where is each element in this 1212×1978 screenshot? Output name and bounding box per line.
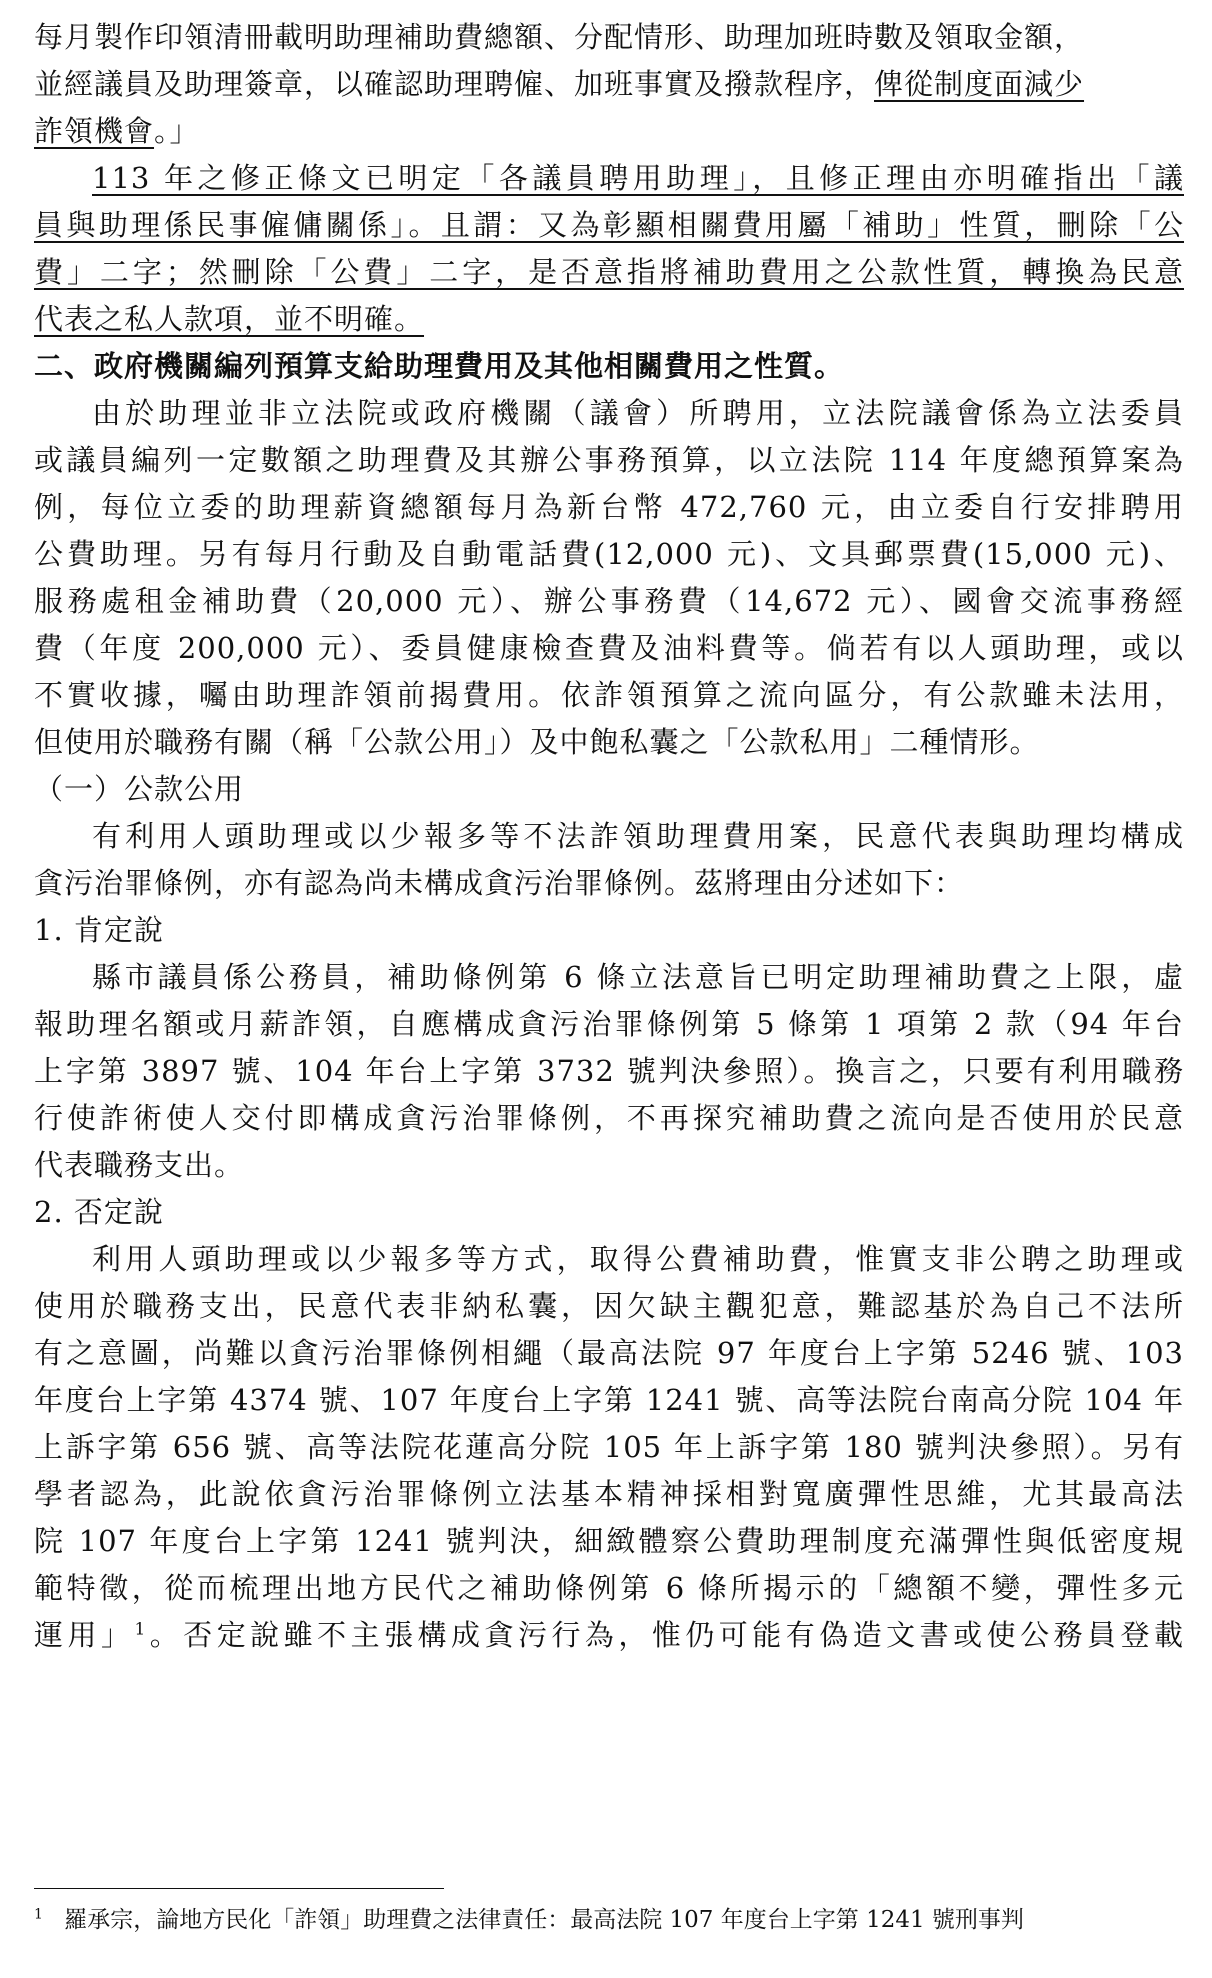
text-line: 詐領機會。」: [34, 114, 200, 148]
text-line: 例，每位立委的助理薪資總額每月為新台幣 472,760 元，由立委自行安排聘用: [34, 490, 1184, 524]
text-line: 報助理名額或月薪詐領，自應構成貪污治罪條例第 5 條第 1 項第 2 款（94 年台: [34, 1007, 1184, 1041]
footnote-text: 羅承宗，論地方民化「詐領」助理費之法律責任：最高法院 107 年度台上字第 1241 號刑事判: [64, 1907, 1024, 1933]
text-line: 縣市議員係公務員，補助條例第 6 條立法意旨已明定助理補助費之上限，虛: [92, 960, 1184, 994]
text-line: 運用」$^1$。否定說雖不主張構成貪污行為，惟仍可能有偽造文書或使公務員登載: [34, 1618, 1184, 1652]
list-heading: 1. 肯定說: [34, 913, 164, 947]
text-line: 代表之私人款項，並不明確。: [34, 302, 425, 336]
footnote: [34, 1902, 1184, 1938]
text-line: 或議員編列一定數額之助理費及其辦公事務預算，以立法院 114 年度總預算案為: [34, 443, 1184, 477]
text-line: 上字第 3897 號、104 年台上字第 3732 號判決參照）。換言之，只要有利用職務: [34, 1054, 1184, 1088]
text-line: 費（年度 200,000 元）、委員健康檢查費及油料費等。倘若有以人頭助理，或以: [34, 631, 1184, 665]
text-line: 有之意圖，尚難以貪污治罪條例相繩（最高法院 97 年度台上字第 5246 號、103: [34, 1336, 1184, 1370]
section-heading: 二、政府機關編列預算支給助理費用及其他相關費用之性質。: [34, 349, 845, 383]
text-line: 代表職務支出。: [34, 1148, 245, 1182]
text-line: 上訴字第 656 號、高等法院花蓮高分院 105 年上訴字第 180 號判決參照）。另有: [34, 1430, 1184, 1464]
list-heading: 2. 否定說: [34, 1195, 164, 1229]
text-line: 利用人頭助理或以少報多等方式，取得公費補助費，惟實支非公聘之助理或: [92, 1242, 1184, 1276]
text-line: 服務處租金補助費（20,000 元）、辦公事務費（14,672 元）、國會交流事務經: [34, 584, 1184, 618]
footnote-divider: [34, 1888, 444, 1889]
text-line: 公費助理。另有每月行動及自動電話費(12,000 元)、文具郵票費(15,000 元)、: [34, 537, 1184, 571]
text-line: 但使用於職務有關（稱「公款公用」）及中飽私囊之「公款私用」二種情形。: [34, 725, 1040, 759]
subsection-heading: （一）公款公用: [34, 772, 245, 806]
text-line: 有利用人頭助理或以少報多等不法詐領助理費用案，民意代表與助理均構成: [92, 819, 1184, 853]
text-line: 行使詐術使人交付即構成貪污治罪條例，不再探究補助費之流向是否使用於民意: [34, 1101, 1184, 1135]
text-line: 並經議員及助理簽章，以確認助理聘僱、加班事實及撥款程序，俾從制度面減少: [34, 67, 1085, 101]
text-line: 由於助理並非立法院或政府機關（議會）所聘用，立法院議會係為立法委員: [92, 396, 1184, 430]
text-line: 貪污治罪條例，亦有認為尚未構成貪污治罪條例。茲將理由分述如下：: [34, 866, 965, 900]
text-line: 年度台上字第 4374 號、107 年度台上字第 1241 號、高等法院台南高分院 104 年: [34, 1383, 1184, 1417]
text-line: 113 年之修正條文已明定「各議員聘用助理」，且修正理由亦明確指出「議: [92, 161, 1184, 195]
footnote-ref: 1: [134, 1619, 147, 1640]
text-line: 使用於職務支出，民意代表非納私囊，因欠缺主觀犯意，難認基於為自己不法所: [34, 1289, 1184, 1323]
footnote-mark: 1: [34, 1906, 43, 1923]
text-line: 不實收據，囑由助理詐領前揭費用。依詐領預算之流向區分，有公款雖未法用，: [34, 678, 1184, 712]
text-line: 學者認為，此說依貪污治罪條例立法基本精神採相對寬廣彈性思維，尤其最高法: [34, 1477, 1184, 1511]
text-line: 院 107 年度台上字第 1241 號判決，細緻體察公費助理制度充滿彈性與低密度規: [34, 1524, 1184, 1558]
text-line: 每月製作印領清冊載明助理補助費總額、分配情形、助理加班時數及領取金額，: [34, 20, 1085, 54]
text-line: 員與助理係民事僱傭關係」。且謂：又為彰顯相關費用屬「補助」性質，刪除「公: [34, 208, 1184, 242]
text-line: 費」二字；然刪除「公費」二字，是否意指將補助費用之公款性質，轉換為民意: [34, 255, 1184, 289]
text-line: 範特徵，從而梳理出地方民代之補助條例第 6 條所揭示的「總額不變，彈性多元: [34, 1571, 1184, 1605]
